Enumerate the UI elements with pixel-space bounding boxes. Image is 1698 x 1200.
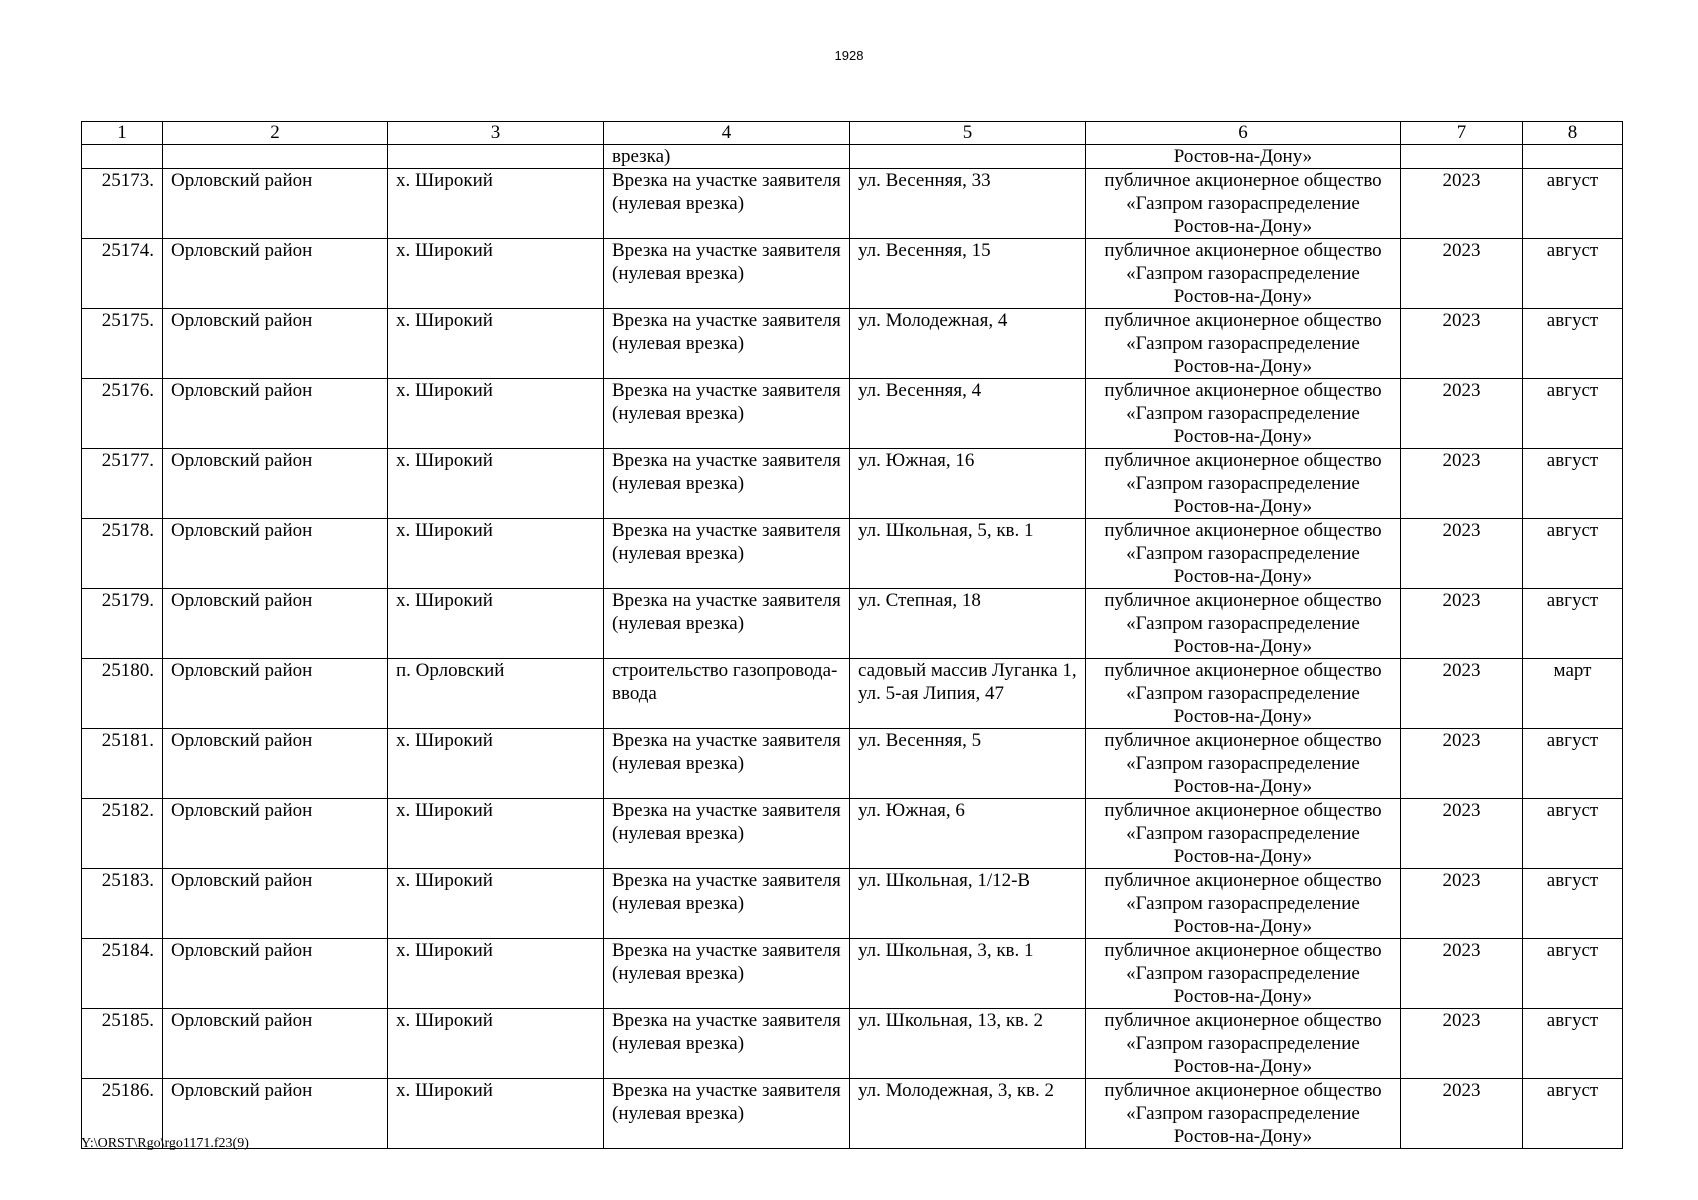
file-reference: Y:\ORST\Rgo\rgo1171.f23(9) (81, 1136, 249, 1151)
cell-district: Орловский район (163, 659, 388, 729)
cell-empty (1523, 145, 1623, 169)
cell-address: ул. Молодежная, 4 (850, 309, 1086, 379)
cell-month: август (1523, 309, 1623, 379)
cell-address: ул. Молодежная, 3, кв. 2 (850, 1079, 1086, 1149)
cell-settlement: х. Широкий (388, 869, 604, 939)
cell-empty (850, 145, 1086, 169)
cell-month: август (1523, 169, 1623, 239)
cell-work-type: Врезка на участке заявителя (нулевая врезка) (604, 869, 850, 939)
cell-address: ул. Школьная, 5, кв. 1 (850, 519, 1086, 589)
cell-settlement: х. Широкий (388, 519, 604, 589)
cell-year: 2023 (1401, 939, 1523, 1009)
cell-district: Орловский район (163, 169, 388, 239)
column-header-2: 2 (163, 122, 388, 145)
cell-number: 25181. (82, 729, 163, 799)
cell-organization: публичное акционерное общество «Газпром газораспределение Ростов-на-Дону» (1086, 659, 1401, 729)
cell-settlement: х. Широкий (388, 729, 604, 799)
table-row (82, 379, 1623, 449)
cell-work-type: строительство газопровода-ввода (604, 659, 850, 729)
cell-district: Орловский район (163, 519, 388, 589)
cell-settlement: х. Широкий (388, 379, 604, 449)
column-header-1: 1 (82, 122, 163, 145)
cell-address: ул. Весенняя, 15 (850, 239, 1086, 309)
cell-organization: публичное акционерное общество «Газпром газораспределение Ростов-на-Дону» (1086, 729, 1401, 799)
cell-number: 25180. (82, 659, 163, 729)
cell-organization: публичное акционерное общество «Газпром газораспределение Ростов-на-Дону» (1086, 799, 1401, 869)
cell-month: август (1523, 449, 1623, 519)
cell-district: Орловский район (163, 1009, 388, 1079)
cell-settlement: х. Широкий (388, 589, 604, 659)
cell-settlement: х. Широкий (388, 799, 604, 869)
cell-month: август (1523, 379, 1623, 449)
cell-district: Орловский район (163, 939, 388, 1009)
column-header-4: 4 (604, 122, 850, 145)
cell-address: ул. Весенняя, 5 (850, 729, 1086, 799)
table-row (82, 519, 1623, 589)
table-row (82, 799, 1623, 869)
table-row (82, 449, 1623, 519)
cell-address: ул. Весенняя, 33 (850, 169, 1086, 239)
cell-number: 25177. (82, 449, 163, 519)
cell-number: 25173. (82, 169, 163, 239)
table-body (82, 145, 1623, 1149)
cell-empty (82, 145, 163, 169)
cell-work-type: Врезка на участке заявителя (нулевая врезка) (604, 309, 850, 379)
cell-month: август (1523, 1079, 1623, 1149)
cell-year: 2023 (1401, 1009, 1523, 1079)
cell-empty (1401, 145, 1523, 169)
cell-year: 2023 (1401, 659, 1523, 729)
cell-organization: публичное акционерное общество «Газпром газораспределение Ростов-на-Дону» (1086, 379, 1401, 449)
column-header-8: 8 (1523, 122, 1623, 145)
cell-year: 2023 (1401, 519, 1523, 589)
cell-organization: публичное акционерное общество «Газпром газораспределение Ростов-на-Дону» (1086, 869, 1401, 939)
cell-year: 2023 (1401, 309, 1523, 379)
cell-number: 25175. (82, 309, 163, 379)
cell-settlement: х. Широкий (388, 1079, 604, 1149)
cell-settlement: х. Широкий (388, 939, 604, 1009)
table-row (82, 239, 1623, 309)
cell-district: Орловский район (163, 379, 388, 449)
cell-district: Орловский район (163, 1079, 388, 1149)
cell-district: Орловский район (163, 869, 388, 939)
cell-month: март (1523, 659, 1623, 729)
gasification-table (81, 121, 1623, 1149)
cell-work-continuation: врезка) (604, 145, 850, 169)
cell-address: ул. Южная, 16 (850, 449, 1086, 519)
table-row (82, 589, 1623, 659)
cell-month: август (1523, 799, 1623, 869)
cell-district: Орловский район (163, 729, 388, 799)
cell-month: август (1523, 239, 1623, 309)
cell-district: Орловский район (163, 799, 388, 869)
cell-year: 2023 (1401, 799, 1523, 869)
cell-number: 25183. (82, 869, 163, 939)
cell-org-continuation: Ростов-на-Дону» (1086, 145, 1401, 169)
cell-number: 25176. (82, 379, 163, 449)
cell-year: 2023 (1401, 169, 1523, 239)
cell-work-type: Врезка на участке заявителя (нулевая врезка) (604, 169, 850, 239)
cell-organization: публичное акционерное общество «Газпром газораспределение Ростов-на-Дону» (1086, 589, 1401, 659)
table-row (82, 939, 1623, 1009)
cell-work-type: Врезка на участке заявителя (нулевая врезка) (604, 239, 850, 309)
table-row (82, 1009, 1623, 1079)
table-row (82, 309, 1623, 379)
cell-organization: публичное акционерное общество «Газпром газораспределение Ростов-на-Дону» (1086, 309, 1401, 379)
cell-organization: публичное акционерное общество «Газпром газораспределение Ростов-на-Дону» (1086, 449, 1401, 519)
cell-number: 25184. (82, 939, 163, 1009)
cell-organization: публичное акционерное общество «Газпром газораспределение Ростов-на-Дону» (1086, 1079, 1401, 1149)
cell-year: 2023 (1401, 589, 1523, 659)
cell-work-type: Врезка на участке заявителя (нулевая врезка) (604, 519, 850, 589)
cell-organization: публичное акционерное общество «Газпром газораспределение Ростов-на-Дону» (1086, 239, 1401, 309)
cell-organization: публичное акционерное общество «Газпром газораспределение Ростов-на-Дону» (1086, 1009, 1401, 1079)
cell-settlement: х. Широкий (388, 1009, 604, 1079)
cell-work-type: Врезка на участке заявителя (нулевая врезка) (604, 799, 850, 869)
cell-month: август (1523, 869, 1623, 939)
cell-month: август (1523, 939, 1623, 1009)
cell-settlement: х. Широкий (388, 449, 604, 519)
cell-address: ул. Южная, 6 (850, 799, 1086, 869)
cell-number: 25178. (82, 519, 163, 589)
cell-address: ул. Школьная, 3, кв. 1 (850, 939, 1086, 1009)
continuation-row (82, 145, 1623, 169)
cell-address: ул. Степная, 18 (850, 589, 1086, 659)
column-header-6: 6 (1086, 122, 1401, 145)
cell-district: Орловский район (163, 589, 388, 659)
column-header-7: 7 (1401, 122, 1523, 145)
cell-empty (163, 145, 388, 169)
column-header-5: 5 (850, 122, 1086, 145)
table-row (82, 869, 1623, 939)
cell-work-type: Врезка на участке заявителя (нулевая врезка) (604, 1009, 850, 1079)
cell-year: 2023 (1401, 729, 1523, 799)
table-row (82, 169, 1623, 239)
cell-organization: публичное акционерное общество «Газпром газораспределение Ростов-на-Дону» (1086, 169, 1401, 239)
cell-month: август (1523, 589, 1623, 659)
cell-work-type: Врезка на участке заявителя (нулевая врезка) (604, 729, 850, 799)
cell-year: 2023 (1401, 379, 1523, 449)
cell-work-type: Врезка на участке заявителя (нулевая врезка) (604, 1079, 850, 1149)
cell-number: 25179. (82, 589, 163, 659)
cell-year: 2023 (1401, 449, 1523, 519)
cell-number: 25185. (82, 1009, 163, 1079)
cell-number: 25182. (82, 799, 163, 869)
column-header-3: 3 (388, 122, 604, 145)
cell-settlement: х. Широкий (388, 169, 604, 239)
cell-month: август (1523, 1009, 1623, 1079)
header-row (82, 122, 1623, 145)
cell-settlement: х. Широкий (388, 239, 604, 309)
cell-empty (388, 145, 604, 169)
cell-year: 2023 (1401, 869, 1523, 939)
table-row (82, 729, 1623, 799)
cell-work-type: Врезка на участке заявителя (нулевая врезка) (604, 939, 850, 1009)
cell-address: ул. Школьная, 1/12-В (850, 869, 1086, 939)
cell-year: 2023 (1401, 1079, 1523, 1149)
cell-settlement: п. Орловский (388, 659, 604, 729)
cell-month: август (1523, 519, 1623, 589)
cell-number: 25174. (82, 239, 163, 309)
table-row (82, 659, 1623, 729)
cell-address: садовый массив Луганка 1, ул. 5-ая Липия, 47 (850, 659, 1086, 729)
cell-work-type: Врезка на участке заявителя (нулевая врезка) (604, 589, 850, 659)
cell-district: Орловский район (163, 449, 388, 519)
cell-district: Орловский район (163, 309, 388, 379)
cell-settlement: х. Широкий (388, 309, 604, 379)
cell-work-type: Врезка на участке заявителя (нулевая врезка) (604, 449, 850, 519)
cell-number: 25186. (82, 1079, 163, 1149)
cell-year: 2023 (1401, 239, 1523, 309)
cell-address: ул. Школьная, 13, кв. 2 (850, 1009, 1086, 1079)
cell-address: ул. Весенняя, 4 (850, 379, 1086, 449)
cell-organization: публичное акционерное общество «Газпром газораспределение Ростов-на-Дону» (1086, 519, 1401, 589)
cell-organization: публичное акционерное общество «Газпром газораспределение Ростов-на-Дону» (1086, 939, 1401, 1009)
cell-work-type: Врезка на участке заявителя (нулевая врезка) (604, 379, 850, 449)
table-row (82, 1079, 1623, 1149)
page-number: 1928 (834, 48, 864, 63)
cell-district: Орловский район (163, 239, 388, 309)
cell-month: август (1523, 729, 1623, 799)
